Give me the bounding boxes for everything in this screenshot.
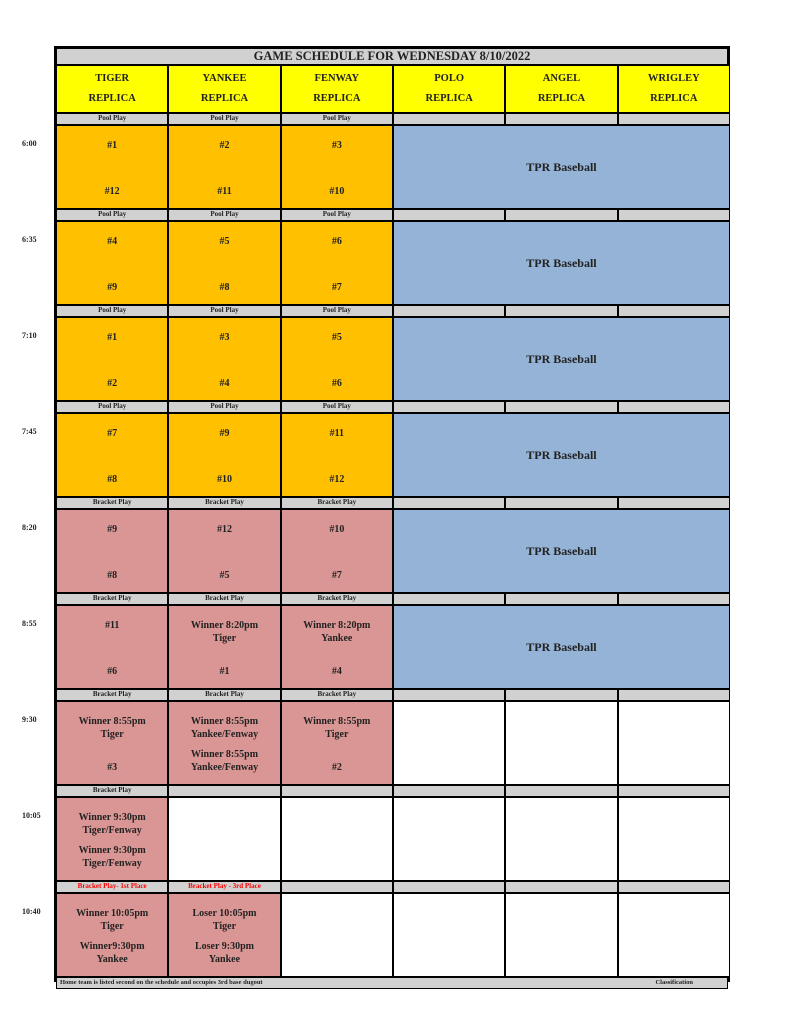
game-cell	[56, 893, 168, 977]
visitor-team: #1	[107, 332, 118, 343]
slot-label-strip: Pool Play	[281, 113, 393, 125]
slot-label-strip	[393, 209, 505, 221]
time-label: 10:05	[22, 811, 41, 820]
game-cell	[168, 605, 280, 689]
time-label: 8:20	[22, 523, 37, 532]
game-cell	[281, 605, 393, 689]
empty-cell	[505, 797, 617, 881]
slot-label-strip	[505, 113, 617, 125]
game-cell	[281, 221, 393, 305]
home-team: #6	[331, 377, 342, 389]
slot-label-strip: Pool Play	[56, 305, 168, 317]
empty-cell	[281, 893, 393, 977]
time-label: 7:45	[22, 427, 37, 436]
slot-label-strip	[393, 593, 505, 605]
time-label: 8:55	[22, 619, 37, 628]
visitor-team: Winner 9:30pm Tiger/Fenway	[78, 812, 146, 836]
slot-label-strip	[505, 305, 617, 317]
home-team: #6	[107, 665, 118, 677]
visitor-team: #6	[331, 236, 342, 247]
empty-cell	[505, 701, 617, 785]
home-team: #12	[104, 185, 120, 197]
home-team: #10	[216, 473, 232, 485]
visitor-team: #7	[107, 428, 118, 439]
game-cell	[168, 701, 280, 785]
slot-label-strip	[505, 689, 617, 701]
visitor-team: #9	[107, 524, 118, 535]
slot-label-strip	[505, 401, 617, 413]
slot-label-strip	[618, 881, 730, 893]
visitor-team: Winner 8:55pm Yankee/Fenway	[190, 716, 259, 740]
field-sub: REPLICA	[313, 93, 361, 104]
slot-label-strip	[505, 785, 617, 797]
visitor-team: Winner 8:20pm Yankee	[303, 620, 371, 644]
game-cell	[168, 413, 280, 497]
game-cell	[281, 701, 393, 785]
slot-label-strip	[393, 689, 505, 701]
slot-label-strip: Bracket Play	[56, 785, 168, 797]
visitor-team: #5	[219, 236, 230, 247]
home-team: #9	[107, 281, 118, 293]
visitor-team: Loser 10:05pm Tiger	[192, 908, 257, 932]
home-team: #1	[219, 665, 230, 677]
empty-cell	[393, 701, 505, 785]
visitor-team: #11	[104, 620, 120, 631]
schedule-grid	[54, 46, 730, 986]
empty-cell	[618, 893, 730, 977]
game-cell	[168, 221, 280, 305]
visitor-team: #10	[329, 524, 345, 535]
home-team: Winner9:30pm Yankee	[79, 941, 145, 965]
home-team: #12	[329, 473, 345, 485]
home-team: #7	[331, 569, 342, 581]
slot-label-strip: Bracket Play	[168, 689, 280, 701]
slot-label-strip: Pool Play	[56, 113, 168, 125]
home-team: Winner 9:30pm Tiger/Fenway	[78, 845, 146, 869]
slot-label-strip: Pool Play	[281, 209, 393, 221]
slot-label-strip: Bracket Play	[168, 497, 280, 509]
slot-label-strip	[393, 881, 505, 893]
visitor-team: #11	[329, 428, 345, 439]
slot-label-strip: Bracket Play	[281, 497, 393, 509]
field-header-yankee	[168, 65, 280, 113]
game-cell	[56, 317, 168, 401]
home-team: #2	[331, 761, 342, 773]
visitor-team: #1	[107, 140, 118, 151]
footer-note-bar	[56, 977, 728, 989]
home-team: Winner 8:55pm Yankee/Fenway	[190, 749, 259, 773]
field-sub: REPLICA	[200, 93, 249, 104]
time-label: 7:10	[22, 331, 37, 340]
field-name: YANKEE	[202, 73, 247, 84]
slot-label-strip: Pool Play	[281, 401, 393, 413]
tpr-baseball-block: TPR Baseball	[393, 605, 730, 689]
slot-label-strip	[393, 305, 505, 317]
slot-label-strip: Bracket Play - 3rd Place	[168, 881, 280, 893]
slot-label-strip: Pool Play	[56, 209, 168, 221]
game-cell	[168, 317, 280, 401]
field-header-fenway	[281, 65, 393, 113]
visitor-team: Winner 8:20pm Tiger	[190, 620, 259, 644]
field-name: TIGER	[95, 73, 130, 84]
field-header-polo	[393, 65, 505, 113]
field-sub: REPLICA	[650, 93, 698, 104]
home-team: #4	[219, 377, 230, 389]
game-cell	[56, 701, 168, 785]
slot-label-strip: Bracket Play	[56, 593, 168, 605]
field-name: FENWAY	[314, 73, 360, 84]
slot-label-strip: Bracket Play	[168, 593, 280, 605]
slot-label-strip	[618, 593, 730, 605]
tpr-baseball-block: TPR Baseball	[393, 317, 730, 401]
slot-label-strip: Pool Play	[168, 113, 280, 125]
slot-label-strip	[505, 881, 617, 893]
slot-label-strip	[393, 401, 505, 413]
field-header-angel	[505, 65, 617, 113]
slot-label-strip: Pool Play	[168, 305, 280, 317]
time-label: 6:00	[22, 139, 37, 148]
home-team: #8	[107, 473, 118, 485]
home-team: #8	[219, 281, 230, 293]
home-team: #4	[331, 665, 342, 677]
visitor-team: #3	[331, 140, 342, 151]
field-name: POLO	[434, 73, 465, 84]
slot-label-strip	[618, 113, 730, 125]
visitor-team: Winner 10:05pm Tiger	[76, 908, 149, 932]
slot-label-strip	[618, 497, 730, 509]
game-cell	[56, 221, 168, 305]
home-team: #11	[217, 185, 232, 197]
slot-label-strip: Pool Play	[168, 401, 280, 413]
slot-label-strip	[168, 785, 280, 797]
tpr-baseball-block: TPR Baseball	[393, 125, 730, 209]
visitor-team: #12	[216, 524, 232, 535]
slot-label-strip	[505, 209, 617, 221]
field-header-tiger	[56, 65, 168, 113]
slot-label-strip	[618, 785, 730, 797]
game-cell	[56, 125, 168, 209]
field-name: ANGEL	[542, 73, 581, 84]
visitor-team: Winner 8:55pm Tiger	[78, 716, 146, 740]
home-team: Loser 9:30pm Yankee	[195, 941, 254, 965]
slot-label-strip: Bracket Play	[56, 689, 168, 701]
slot-label-strip	[281, 785, 393, 797]
empty-cell	[618, 797, 730, 881]
empty-cell	[505, 893, 617, 977]
empty-cell	[618, 701, 730, 785]
field-name: WRIGLEY	[647, 73, 700, 84]
slot-label-strip	[281, 881, 393, 893]
tpr-baseball-block: TPR Baseball	[393, 509, 730, 593]
game-cell	[281, 509, 393, 593]
time-label: 10:40	[22, 907, 41, 916]
classification-label: Classification	[655, 979, 693, 986]
slot-label-strip	[618, 401, 730, 413]
slot-label-strip: Pool Play	[56, 401, 168, 413]
slot-label-strip: Pool Play	[168, 209, 280, 221]
slot-label-strip: Bracket Play	[281, 689, 393, 701]
slot-label-strip	[618, 689, 730, 701]
home-team-note: Home team is listed second on the schedule and occupies 3rd base dugout	[60, 979, 263, 986]
visitor-team: #3	[219, 332, 230, 343]
slot-label-strip	[618, 209, 730, 221]
slot-label-strip: Bracket Play- 1st Place	[56, 881, 168, 893]
game-cell	[56, 797, 168, 881]
empty-cell	[393, 797, 505, 881]
visitor-team: #9	[219, 428, 230, 439]
game-cell	[168, 509, 280, 593]
game-cell	[56, 509, 168, 593]
field-sub: REPLICA	[537, 93, 586, 104]
home-team: #8	[107, 569, 118, 581]
slot-label-strip: Pool Play	[281, 305, 393, 317]
field-sub: REPLICA	[88, 93, 136, 104]
schedule-title: GAME SCHEDULE FOR WEDNESDAY 8/10/2022	[56, 48, 728, 65]
visitor-team: #4	[107, 236, 118, 247]
visitor-team: #2	[219, 140, 230, 151]
home-team: #3	[107, 761, 118, 773]
tpr-baseball-block: TPR Baseball	[393, 413, 730, 497]
game-cell	[281, 413, 393, 497]
tpr-baseball-block: TPR Baseball	[393, 221, 730, 305]
game-cell	[168, 125, 280, 209]
visitor-team: Winner 8:55pm Tiger	[303, 716, 371, 740]
field-sub: REPLICA	[425, 93, 473, 104]
home-team: #10	[329, 185, 345, 197]
slot-label-strip: Bracket Play	[56, 497, 168, 509]
empty-cell	[393, 893, 505, 977]
home-team: #7	[331, 281, 342, 293]
slot-label-strip	[393, 497, 505, 509]
game-cell	[281, 125, 393, 209]
time-label: 6:35	[22, 235, 37, 244]
visitor-team: #5	[331, 332, 342, 343]
game-cell	[281, 317, 393, 401]
empty-cell	[168, 797, 280, 881]
game-cell	[56, 413, 168, 497]
slot-label-strip: Bracket Play	[281, 593, 393, 605]
time-label: 9:30	[22, 715, 37, 724]
slot-label-strip	[393, 785, 505, 797]
slot-label-strip	[505, 593, 617, 605]
home-team: #2	[107, 377, 118, 389]
slot-label-strip	[505, 497, 617, 509]
slot-label-strip	[393, 113, 505, 125]
slot-label-strip	[618, 305, 730, 317]
game-cell	[56, 605, 168, 689]
empty-cell	[281, 797, 393, 881]
field-header-wrigley	[618, 65, 730, 113]
home-team: #5	[219, 569, 230, 581]
game-cell	[168, 893, 280, 977]
